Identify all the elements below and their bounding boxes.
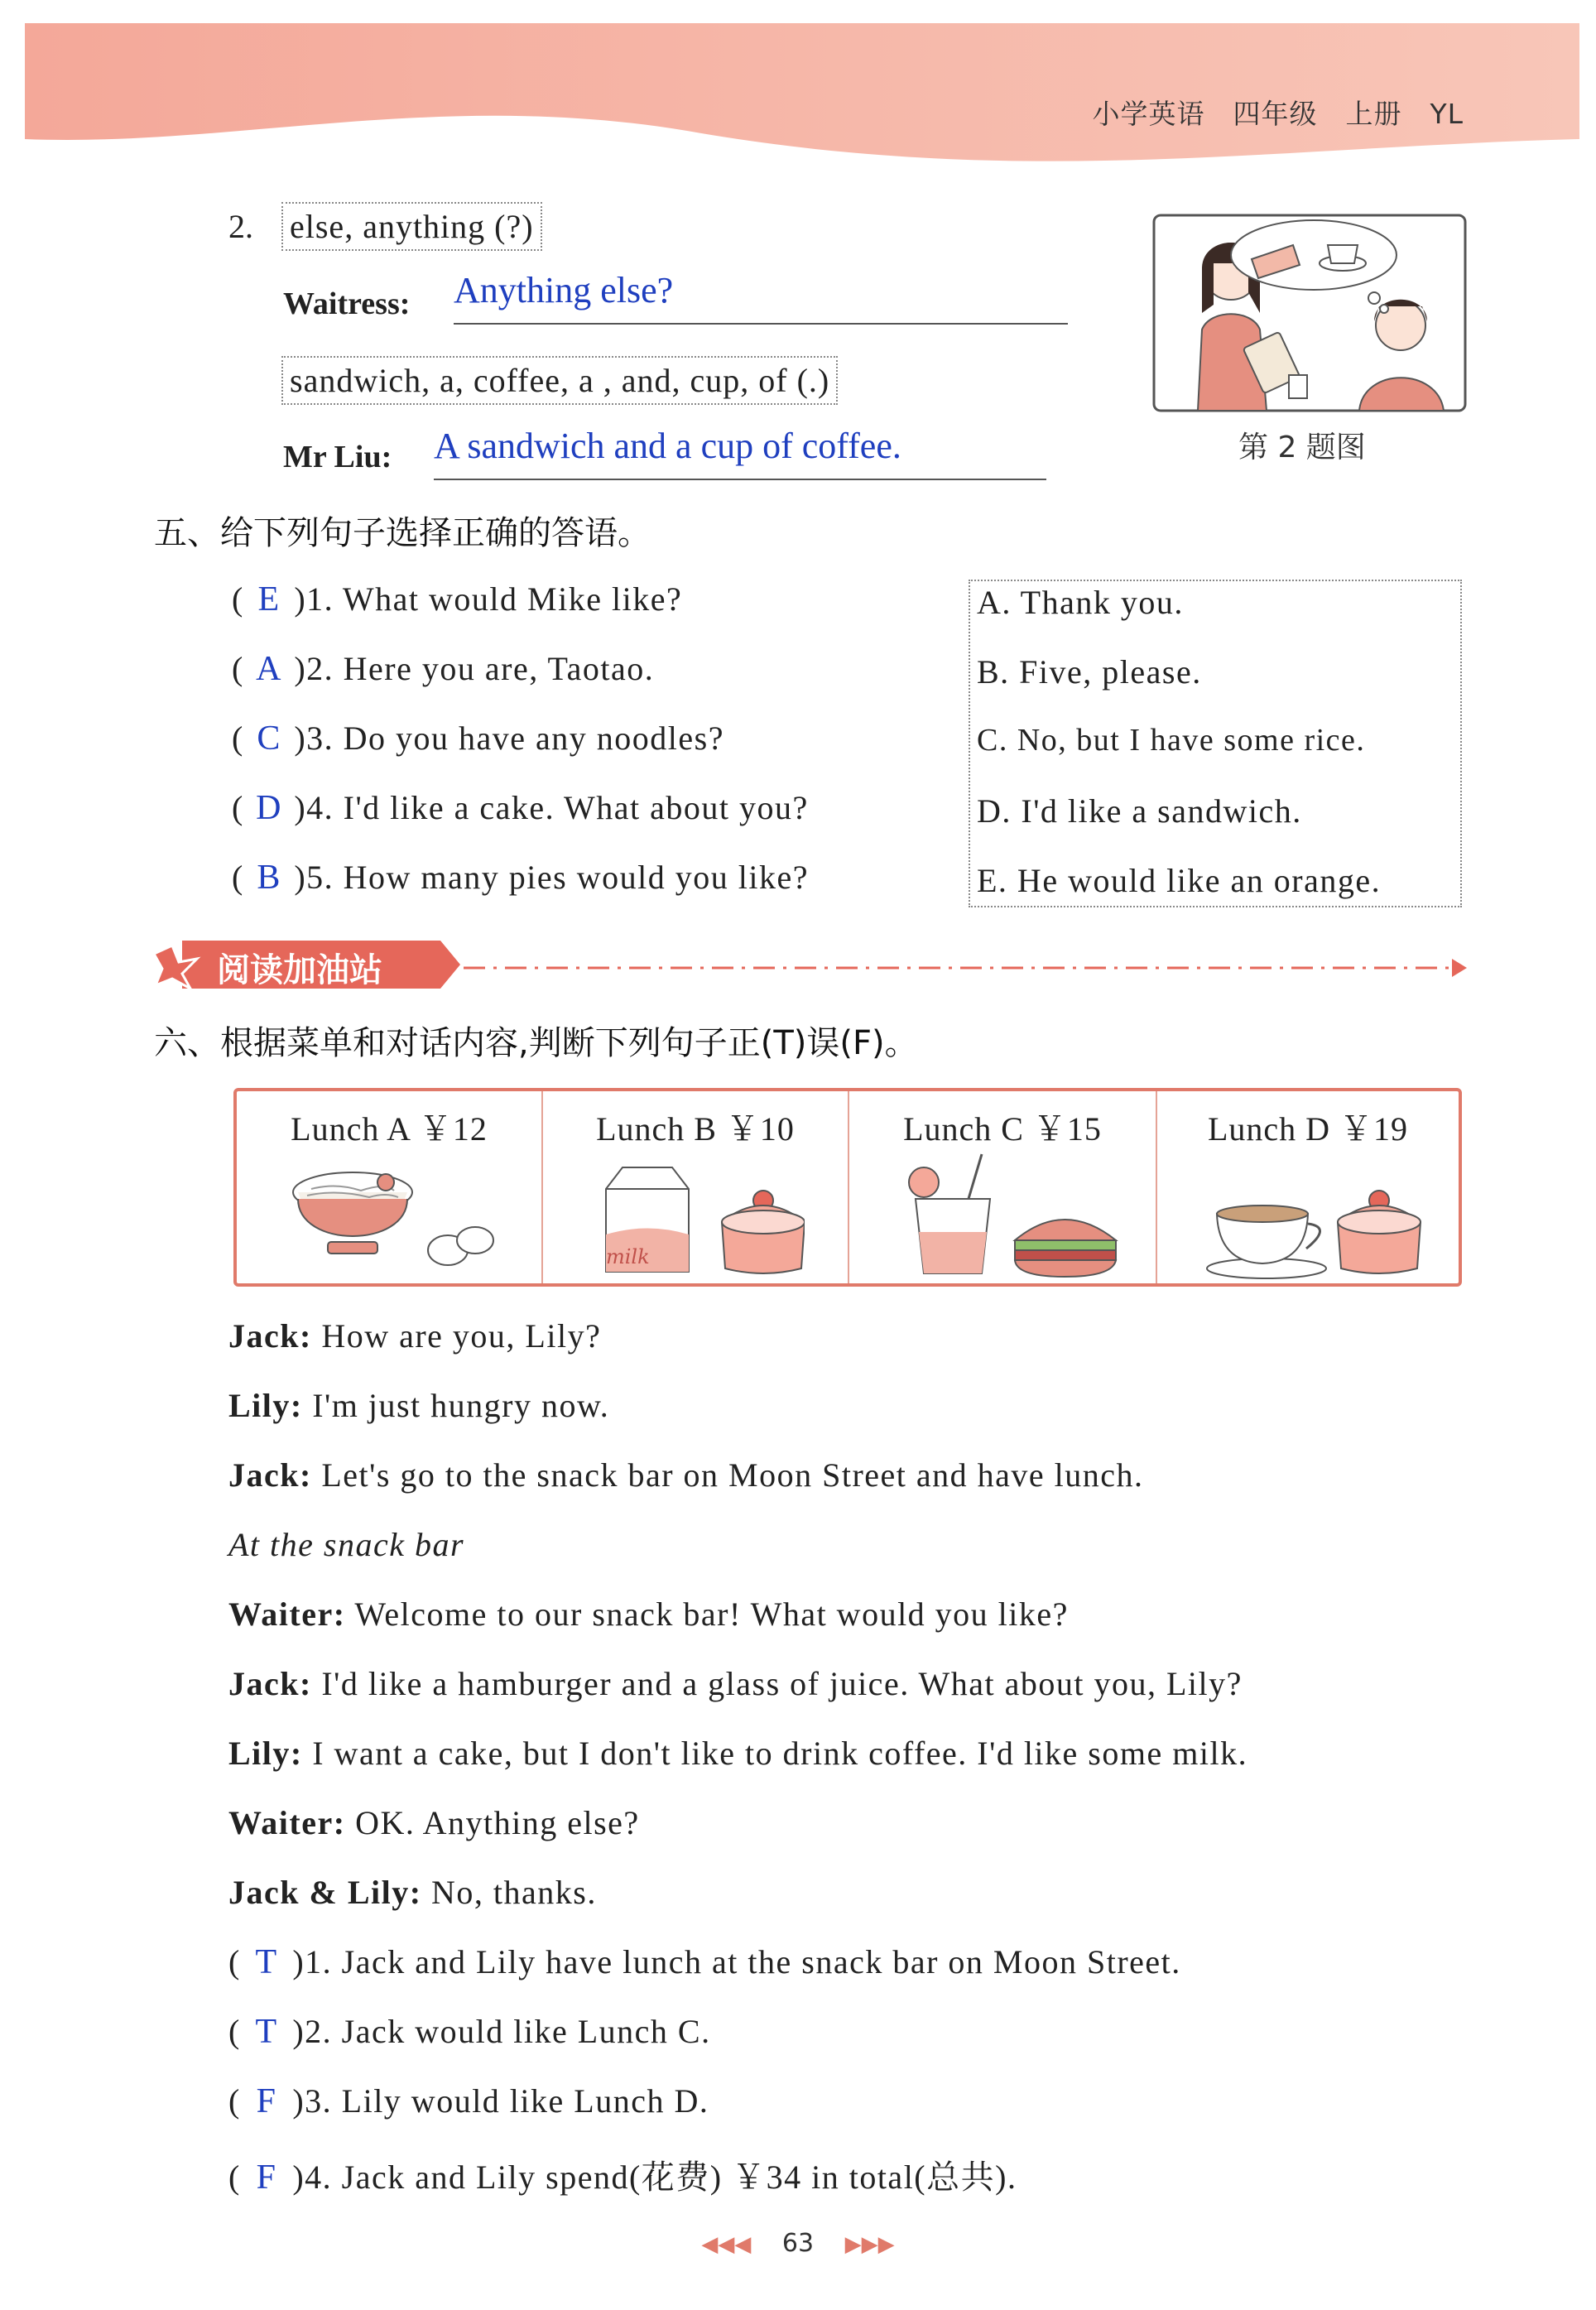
question-text: )2. Jack would like Lunch C. bbox=[292, 2013, 711, 2050]
line-text: Welcome to our snack bar! What would you like? bbox=[354, 1595, 1069, 1633]
dialogue-line bbox=[228, 1734, 1247, 1773]
menu-title: Lunch A ￥12 bbox=[291, 1110, 488, 1148]
option-e: E. He would like an orange. bbox=[977, 862, 1382, 899]
header-subject: 小学英语 bbox=[1092, 98, 1205, 130]
answer-slot[interactable]: T bbox=[255, 1943, 277, 1981]
banner-label: 阅读加油站 bbox=[217, 951, 382, 989]
page-footer bbox=[0, 2229, 1596, 2258]
coffee-and-cake-icon bbox=[1200, 1156, 1424, 1280]
next-arrows-icon: ▶▶▶ bbox=[844, 2232, 895, 2257]
speaker: Jack: bbox=[228, 1317, 312, 1355]
dialogue-scene bbox=[228, 1525, 464, 1564]
header-edition: YL bbox=[1430, 98, 1464, 130]
line-text: I want a cake, but I don't like to drink coffee. I'd like some milk. bbox=[312, 1735, 1248, 1772]
prompt-box-2: sandwich, a, coffee, a , and, cup, of (.) bbox=[281, 356, 838, 405]
part5-q1: ( E )1. What would Mike like? bbox=[232, 580, 683, 618]
speaker: Jack: bbox=[228, 1665, 312, 1702]
restaurant-illustration bbox=[1152, 214, 1467, 412]
answer-slot[interactable]: F bbox=[256, 2082, 276, 2120]
speaker: Lily: bbox=[228, 1387, 303, 1424]
header-volume: 上册 bbox=[1345, 98, 1402, 130]
line-text: Let's go to the snack bar on Moon Street and have lunch. bbox=[321, 1456, 1144, 1494]
juice-and-hamburger-icon bbox=[899, 1149, 1122, 1280]
menu-cell-lunch-c bbox=[849, 1091, 1157, 1283]
answer-slot[interactable]: F bbox=[256, 2158, 276, 2197]
part5-options-box bbox=[969, 580, 1462, 907]
question-text: )3. Lily would like Lunch D. bbox=[292, 2082, 709, 2120]
option-a: A. Thank you. bbox=[977, 584, 1184, 621]
noodle-bowl-icon bbox=[286, 1157, 502, 1273]
question-text: )2. Here you are, Taotao. bbox=[294, 650, 655, 687]
part5-q3: ( C )3. Do you have any noodles? bbox=[232, 719, 724, 758]
option-b: B. Five, please. bbox=[977, 653, 1202, 691]
speaker-waitress: Waitress: bbox=[283, 286, 411, 321]
answer-slot[interactable]: B bbox=[257, 859, 281, 897]
dialogue-line bbox=[228, 1873, 597, 1912]
line-text: I'd like a hamburger and a glass of juice. What about you, Lily? bbox=[321, 1665, 1243, 1702]
question-text: )1. What would Mike like? bbox=[294, 580, 683, 618]
question-text: )1. Jack and Lily have lunch at the snack bar on Moon Street. bbox=[292, 1943, 1181, 1980]
figure-caption: 第 2 题图 bbox=[1238, 431, 1366, 464]
speaker-mr-liu: Mr Liu: bbox=[283, 440, 392, 474]
question-text: )4. Jack and Lily spend(花费) ￥34 in total(总共). bbox=[292, 2158, 1017, 2196]
line-text: OK. Anything else? bbox=[355, 1804, 640, 1841]
dialogue-line bbox=[228, 1664, 1243, 1703]
question-text: )4. I'd like a cake. What about you? bbox=[294, 789, 809, 826]
line-text: At the snack bar bbox=[228, 1526, 465, 1563]
dialogue-line bbox=[228, 1595, 1069, 1634]
menu-title: Lunch D ￥19 bbox=[1207, 1110, 1409, 1148]
line-text: How are you, Lily? bbox=[321, 1317, 602, 1355]
answer-slot[interactable]: T bbox=[255, 2013, 277, 2051]
menu-table bbox=[233, 1088, 1462, 1287]
tf-question-4: ( F )4. Jack and Lily spend(花费) ￥34 in total(总共). bbox=[228, 2158, 1017, 2197]
menu-cell-lunch-a bbox=[237, 1091, 543, 1283]
banner-dash-line bbox=[464, 955, 1469, 980]
part5-q5: ( B )5. How many pies would you like? bbox=[232, 859, 809, 897]
milk-label: milk bbox=[606, 1245, 650, 1268]
page-number: 63 bbox=[781, 2229, 815, 2258]
dialogue-line bbox=[228, 1803, 640, 1842]
question-text: )5. How many pies would you like? bbox=[294, 859, 809, 896]
option-c: C. No, but I have some rice. bbox=[977, 723, 1366, 758]
answer-2: A sandwich and a cup of coffee. bbox=[434, 426, 901, 466]
answer-slot[interactable]: A bbox=[256, 650, 281, 688]
header-grade: 四年级 bbox=[1233, 98, 1318, 130]
menu-cell-lunch-b bbox=[543, 1091, 849, 1283]
part6-title: 六、根据菜单和对话内容,判断下列句子正(T)误(F)。 bbox=[154, 1024, 918, 1062]
menu-cell-lunch-d bbox=[1157, 1091, 1459, 1283]
answer-slot[interactable]: E bbox=[257, 580, 280, 618]
tf-question-1: ( T )1. Jack and Lily have lunch at the snack bar on Moon Street. bbox=[228, 1943, 1181, 1981]
line-text: I'm just hungry now. bbox=[312, 1387, 610, 1424]
prev-arrows-icon: ◀◀◀ bbox=[701, 2232, 752, 2257]
answer-line-2 bbox=[434, 425, 1046, 480]
tf-question-3: ( F )3. Lily would like Lunch D. bbox=[228, 2082, 709, 2120]
menu-title: Lunch C ￥15 bbox=[903, 1110, 1102, 1148]
option-d: D. I'd like a sandwich. bbox=[977, 792, 1302, 830]
speaker: Jack: bbox=[228, 1456, 312, 1494]
question-number: 2. bbox=[228, 208, 253, 245]
dialogue-line bbox=[228, 1316, 601, 1355]
menu-title: Lunch B ￥10 bbox=[596, 1110, 795, 1148]
dialogue-line bbox=[228, 1386, 609, 1425]
answer-slot[interactable]: D bbox=[256, 789, 281, 827]
tf-question-2: ( T )2. Jack would like Lunch C. bbox=[228, 2013, 711, 2051]
prompt-box-1: else, anything (?) bbox=[281, 202, 542, 251]
dialogue-line bbox=[228, 1456, 1144, 1494]
speaker: Waiter: bbox=[228, 1804, 346, 1841]
header-info bbox=[1064, 93, 1464, 132]
question-text: )3. Do you have any noodles? bbox=[294, 719, 724, 757]
answer-1: Anything else? bbox=[454, 270, 674, 310]
part5-title: 五、给下列句子选择正确的答语。 bbox=[154, 514, 651, 552]
speaker: Lily: bbox=[228, 1735, 303, 1772]
answer-slot[interactable]: C bbox=[257, 719, 281, 758]
speaker: Jack & Lily: bbox=[228, 1874, 422, 1911]
line-text: No, thanks. bbox=[431, 1874, 597, 1911]
speaker: Waiter: bbox=[228, 1595, 346, 1633]
answer-line-1 bbox=[454, 269, 1068, 325]
part5-q2: ( A )2. Here you are, Taotao. bbox=[232, 650, 655, 688]
part5-q4: ( D )4. I'd like a cake. What about you? bbox=[232, 789, 809, 827]
